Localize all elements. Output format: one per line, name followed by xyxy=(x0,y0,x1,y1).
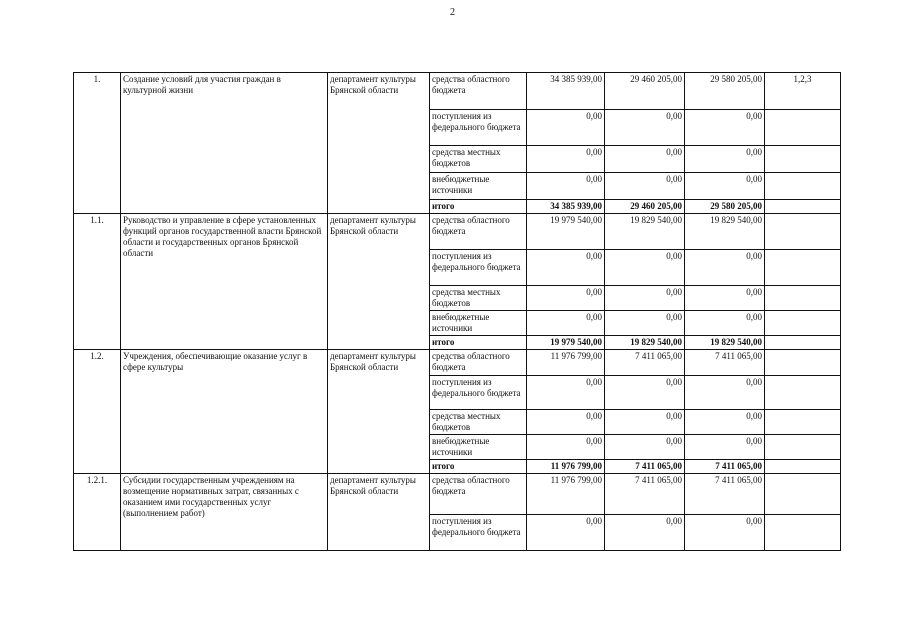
funding-source: средства областного бюджета xyxy=(430,350,527,376)
table-row xyxy=(74,214,841,250)
activity-name: Субсидии государственным учреждениям на возмещение нормативных затрат, связанных с оказанием ими государственных услуг (выполнением работ) xyxy=(121,474,328,551)
funding-source: внебюджетные источники xyxy=(430,435,527,460)
amount-year-2: 0,00 xyxy=(605,146,685,173)
amount-year-1: 0,00 xyxy=(527,376,605,410)
row-number: 1.2. xyxy=(74,350,121,474)
amount-year-3: 0,00 xyxy=(685,110,765,146)
indicator-codes xyxy=(765,286,841,311)
indicator-codes xyxy=(765,214,841,250)
amount-year-2: 0,00 xyxy=(605,435,685,460)
indicator-codes xyxy=(765,146,841,173)
amount-year-1: 11 976 799,00 xyxy=(527,350,605,376)
funding-source: средства местных бюджетов xyxy=(430,410,527,435)
table-row xyxy=(74,350,841,376)
amount-year-2: 19 829 540,00 xyxy=(605,336,685,350)
executor: департамент культуры Брянской области xyxy=(328,474,430,551)
activity-name: Создание условий для участия граждан в культурной жизни xyxy=(121,73,328,214)
amount-year-3: 29 580 205,00 xyxy=(685,200,765,214)
amount-year-3: 7 411 065,00 xyxy=(685,474,765,515)
amount-year-2: 29 460 205,00 xyxy=(605,73,685,110)
funding-source: средства местных бюджетов xyxy=(430,146,527,173)
indicator-codes: 1,2,3 xyxy=(765,73,841,110)
amount-year-1: 34 385 939,00 xyxy=(527,73,605,110)
amount-year-3: 19 829 540,00 xyxy=(685,336,765,350)
amount-year-2: 0,00 xyxy=(605,311,685,336)
row-number: 1.1. xyxy=(74,214,121,350)
amount-year-2: 0,00 xyxy=(605,410,685,435)
amount-year-1: 0,00 xyxy=(527,173,605,200)
amount-year-3: 0,00 xyxy=(685,435,765,460)
activity-name: Руководство и управление в сфере установленных функций органов государственной власти Брянской области и государственных органов Брянской области xyxy=(121,214,328,350)
indicator-codes xyxy=(765,515,841,551)
amount-year-3: 0,00 xyxy=(685,173,765,200)
funding-source: внебюджетные источники xyxy=(430,173,527,200)
table-row xyxy=(74,474,841,515)
funding-source: поступления из федерального бюджета xyxy=(430,250,527,286)
funding-source: поступления из федерального бюджета xyxy=(430,110,527,146)
page-number: 2 xyxy=(450,7,455,18)
amount-year-1: 19 979 540,00 xyxy=(527,214,605,250)
amount-year-2: 0,00 xyxy=(605,173,685,200)
amount-year-1: 0,00 xyxy=(527,311,605,336)
indicator-codes xyxy=(765,410,841,435)
indicator-codes xyxy=(765,250,841,286)
funding-source: итого xyxy=(430,200,527,214)
executor: департамент культуры Брянской области xyxy=(328,73,430,214)
amount-year-1: 0,00 xyxy=(527,286,605,311)
amount-year-1: 11 976 799,00 xyxy=(527,474,605,515)
funding-source: средства местных бюджетов xyxy=(430,286,527,311)
amount-year-3: 0,00 xyxy=(685,286,765,311)
table-body xyxy=(74,73,841,551)
funding-source: итого xyxy=(430,460,527,474)
amount-year-1: 0,00 xyxy=(527,110,605,146)
amount-year-3: 19 829 540,00 xyxy=(685,214,765,250)
row-number: 1. xyxy=(74,73,121,214)
indicator-codes xyxy=(765,435,841,460)
amount-year-1: 0,00 xyxy=(527,146,605,173)
amount-year-1: 19 979 540,00 xyxy=(527,336,605,350)
funding-source: итого xyxy=(430,336,527,350)
amount-year-2: 0,00 xyxy=(605,376,685,410)
funding-source: поступления из федерального бюджета xyxy=(430,376,527,410)
indicator-codes xyxy=(765,350,841,376)
amount-year-3: 0,00 xyxy=(685,515,765,551)
amount-year-1: 34 385 939,00 xyxy=(527,200,605,214)
row-number: 1.2.1. xyxy=(74,474,121,551)
amount-year-3: 7 411 065,00 xyxy=(685,350,765,376)
executor: департамент культуры Брянской области xyxy=(328,214,430,350)
indicator-codes xyxy=(765,376,841,410)
executor: департамент культуры Брянской области xyxy=(328,350,430,474)
funding-source: средства областного бюджета xyxy=(430,214,527,250)
amount-year-1: 0,00 xyxy=(527,515,605,551)
amount-year-1: 0,00 xyxy=(527,435,605,460)
amount-year-2: 0,00 xyxy=(605,515,685,551)
amount-year-1: 11 976 799,00 xyxy=(527,460,605,474)
amount-year-3: 0,00 xyxy=(685,250,765,286)
amount-year-3: 29 580 205,00 xyxy=(685,73,765,110)
amount-year-2: 7 411 065,00 xyxy=(605,350,685,376)
amount-year-3: 0,00 xyxy=(685,146,765,173)
indicator-codes xyxy=(765,200,841,214)
amount-year-2: 7 411 065,00 xyxy=(605,474,685,515)
indicator-codes xyxy=(765,474,841,515)
indicator-codes xyxy=(765,336,841,350)
amount-year-3: 0,00 xyxy=(685,311,765,336)
indicator-codes xyxy=(765,173,841,200)
amount-year-3: 7 411 065,00 xyxy=(685,460,765,474)
indicator-codes xyxy=(765,311,841,336)
amount-year-2: 19 829 540,00 xyxy=(605,214,685,250)
amount-year-3: 0,00 xyxy=(685,410,765,435)
budget-table xyxy=(73,72,841,551)
funding-source: поступления из федерального бюджета xyxy=(430,515,527,551)
amount-year-2: 0,00 xyxy=(605,286,685,311)
indicator-codes xyxy=(765,460,841,474)
amount-year-2: 0,00 xyxy=(605,110,685,146)
activity-name: Учреждения, обеспечивающие оказание услуг в сфере культуры xyxy=(121,350,328,474)
amount-year-2: 29 460 205,00 xyxy=(605,200,685,214)
amount-year-2: 0,00 xyxy=(605,250,685,286)
amount-year-1: 0,00 xyxy=(527,410,605,435)
table-row xyxy=(74,73,841,110)
funding-source: средства областного бюджета xyxy=(430,474,527,515)
funding-source: средства областного бюджета xyxy=(430,73,527,110)
amount-year-3: 0,00 xyxy=(685,376,765,410)
indicator-codes xyxy=(765,110,841,146)
funding-source: внебюджетные источники xyxy=(430,311,527,336)
amount-year-2: 7 411 065,00 xyxy=(605,460,685,474)
amount-year-1: 0,00 xyxy=(527,250,605,286)
